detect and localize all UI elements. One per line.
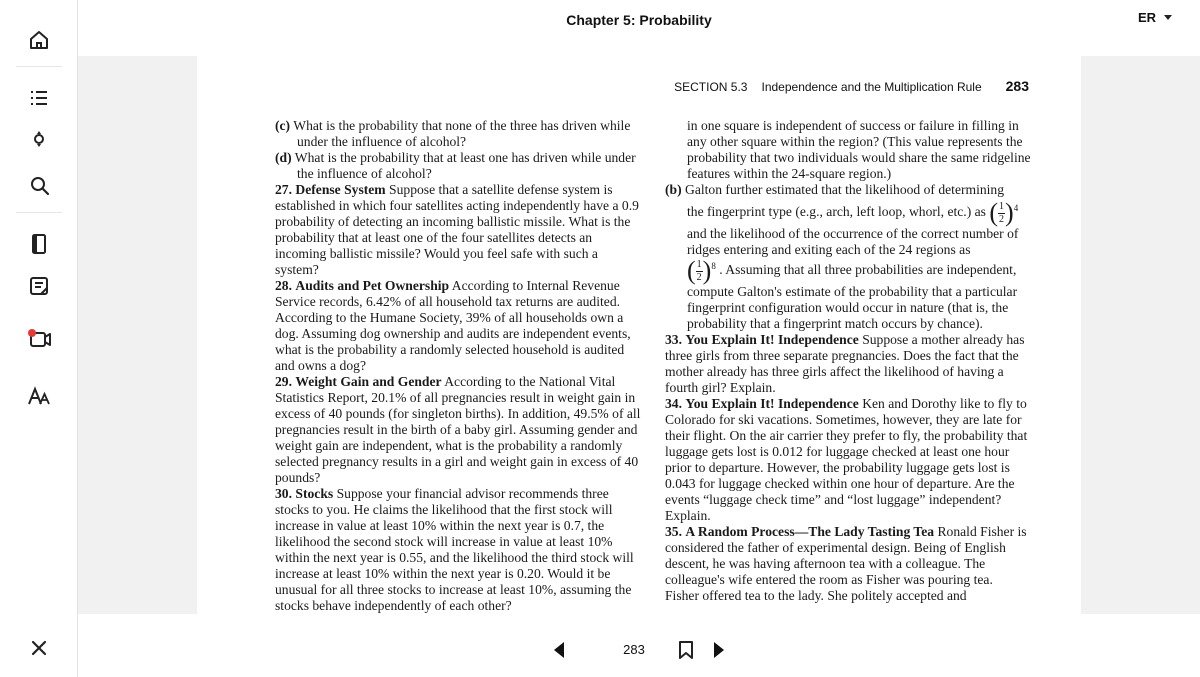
notes-icon [27, 274, 51, 298]
exercise-part-b-line3: and the likelihood of the occurrence of the correct number of ridges entering and exiting each of the 24 regions as [687, 226, 1019, 257]
top-bar [78, 0, 1200, 56]
exercise-34: 34. You Explain It! Independence Ken and Dorothy like to fly to Colorado for ski vacations. Sometimes, however, they are late for their flight. On the air carrier they prefer to fly, the probability that luggage gets lost is 0.012 for luggage checked at least one hour prior to departure. However, the probability luggage gets lost is 0.043 for luggage checked within one hour of departure. Are the events “luggage check time” and “lost luggage” independent? Explain. [665, 396, 1028, 523]
text-size-button[interactable] [19, 376, 59, 416]
home-button[interactable] [19, 20, 59, 60]
exercise-35-cut: Fisher offered tea to the lady. She politely accepted and [665, 588, 967, 603]
exercise-27: 27. Defense System Suppose that a satellite defense system is established in which four satellites acting independently have a 0.9 probability of detecting an incoming ballistic missile. What is the probability that at least one of the four satellites detects an incoming ballistic missile? Would you feel safe with such a system? [275, 182, 639, 277]
section-label: SECTION 5.3 [674, 80, 748, 94]
record-icon [26, 326, 52, 350]
bookmark-icon [678, 640, 694, 660]
bottom-bar [78, 614, 1200, 677]
section-title: Independence and the Multiplication Rule [761, 80, 982, 94]
rail-divider [16, 66, 62, 67]
exercise-33: 33. You Explain It! Independence Suppose a mother already has three girls from three separate pregnancies. Does the fact that the mother already has three girls affect the likelihood of having a fourth girl? Explain. [665, 332, 1025, 395]
exercise-29: 29. Weight Gain and Gender According to the National Vital Statistics Report, 20.1% of all pregnancies result in weight gain in excess of 40 pounds (for singleton births). In addition, 49.5% of all pregnancies result in the birth of a baby girl. Assuming gender and weight gain are independent, what is the probability a randomly selected pregnancy results in a girl and weight gain in excess of 40 pounds? [275, 374, 641, 485]
exercise-part-c: (c) What is the probability that none of the three has driven while under the influence of alcohol? [275, 118, 631, 149]
chevron-down-icon [1164, 15, 1172, 20]
right-column [665, 118, 1031, 603]
eye-icon [27, 126, 51, 150]
contents-list-icon [27, 86, 51, 110]
exercise-part-b: (b) Galton further estimated that the likelihood of determining [665, 182, 1005, 197]
exercise-part-d: (d) What is the probability that at least one has driven while under the influence of alcohol? [275, 150, 636, 181]
search-icon [27, 173, 51, 197]
left-column [275, 118, 641, 622]
exercise-32-continued: in one square is independent of success or failure in filling in any other square within the region? (This value represents the probability that two individuals would share the same ridgeline features within the 24-square region.) [687, 118, 1031, 181]
page-number: 283 [623, 642, 645, 657]
language-selector[interactable] [1138, 10, 1172, 25]
close-button[interactable] [19, 628, 59, 668]
next-page-button[interactable] [714, 642, 724, 658]
rail-divider [16, 212, 62, 213]
flashcards-button[interactable] [19, 224, 59, 264]
search-button[interactable] [19, 165, 59, 205]
exercise-35: 35. A Random Process—The Lady Tasting Tea Ronald Fisher is considered the father of experimental design. Being of English descent, he was having afternoon tea with a colleague. The colleague's wife entered the room as Fisher was pouring tea. [665, 524, 1027, 587]
notes-button[interactable] [19, 266, 59, 306]
exercise-part-b-line4: ( 1 2 ) $^8$ . Assuming that all three probabilities are independent, [687, 256, 1017, 285]
chapter-title: Chapter 5: Probability [566, 12, 712, 28]
home-icon [27, 28, 51, 52]
exercise-part-b-line2: the fingerprint type (e.g., arch, left loop, whorl, etc.) as ( 1 2 ) $^4$ [687, 198, 1019, 227]
flashcards-icon [27, 232, 51, 256]
record-button[interactable] [19, 318, 59, 358]
language-label: ER [1137, 10, 1156, 25]
close-icon [29, 638, 49, 658]
focus-view-button[interactable] [19, 118, 59, 158]
left-sidebar [0, 0, 78, 677]
running-head [674, 78, 1029, 94]
book-page [197, 56, 1081, 614]
page-number-head: 283 [1005, 78, 1029, 94]
contents-button[interactable] [19, 78, 59, 118]
exercise-30: 30. Stocks Suppose your financial advisor recommends three stocks to you. He claims the likelihood that the first stock will increase in value at least 10% within the next year is 0.7, the likelihood the second stock will increase in value at least 10% within the next year is 0.55, and the likelihood the third stock will increase at least 10% within the next year is 0.20. Would it be unusual for all three stocks to increase at least 10%, assuming the stocks behave independently of each other? [275, 486, 634, 613]
fraction-one-half-power-8: ( 1 2 ) $^8$ [687, 256, 716, 285]
bookmark-button[interactable] [678, 640, 694, 665]
text-size-icon [26, 384, 52, 408]
exercise-part-b-line5: compute Galton's estimate of the probability that a particular fingerprint configuration would occur in nature (that is, the probability that a fingerprint match occurs by chance). [687, 284, 1018, 331]
fraction-one-half-power-4: ( 1 2 ) $^4$ [989, 198, 1019, 227]
exercise-28: 28. Audits and Pet Ownership According to Internal Revenue Service records, 6.42% of all household tax returns are audited. According to the Humane Society, 39% of all households own a dog. Assuming dog ownership and audits are independent events, what is the probability a randomly selected household is audited and owns a dog? [275, 278, 631, 373]
previous-page-button[interactable] [554, 642, 564, 658]
